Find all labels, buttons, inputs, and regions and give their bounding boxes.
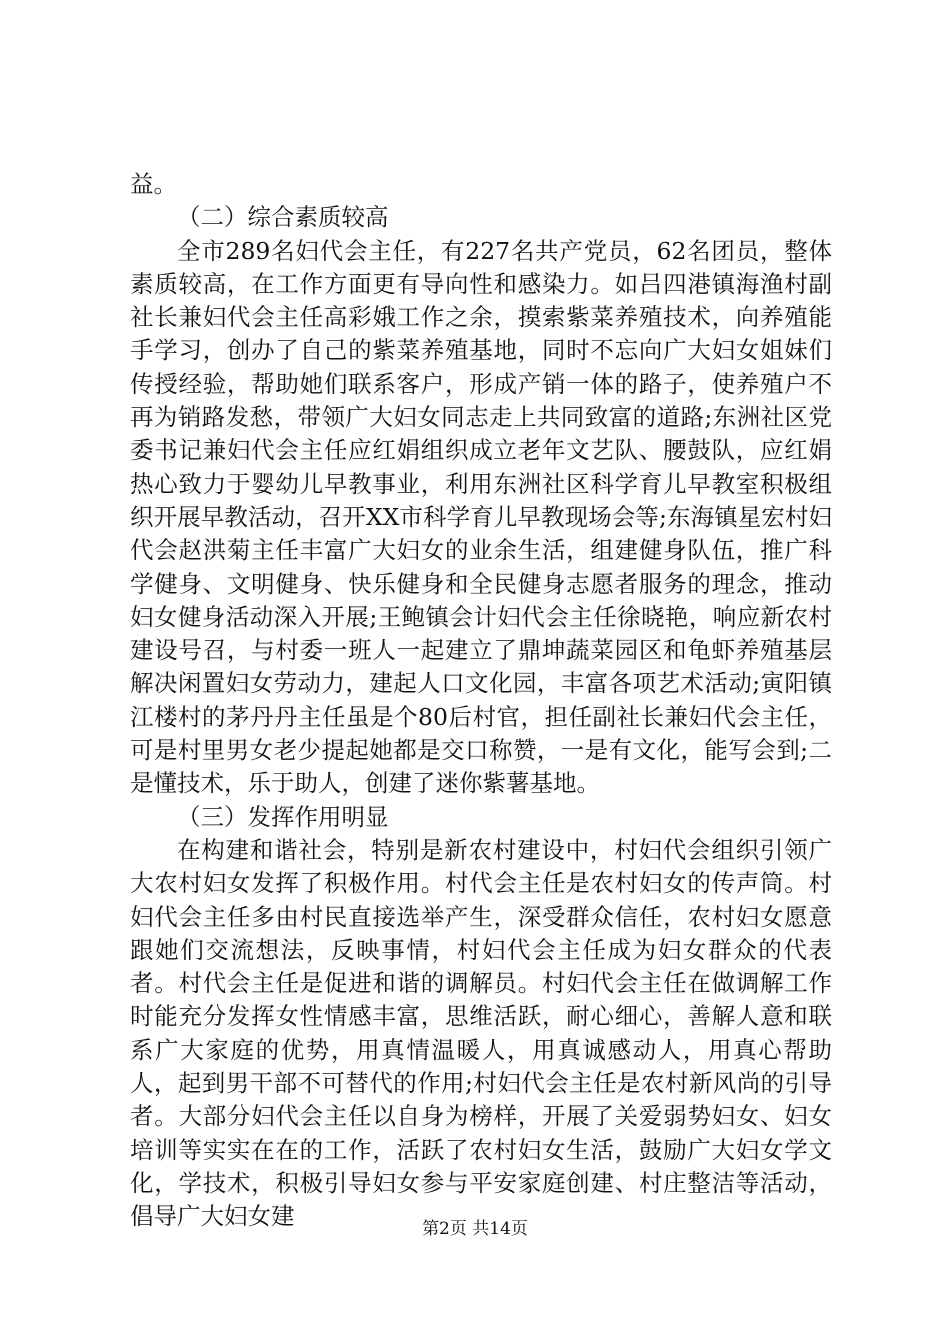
paragraph-continuation: 益。 [130, 170, 177, 198]
page-number-footer: 第2页 共14页 [422, 1219, 528, 1239]
paragraph-quality: 全市289名妇代会主任，有227名共产党员，62名团员，整体素质较高，在工作方面更有导向性和感染力。如吕四港镇海渔村副社长兼妇代会主任高彩娥工作之余，摸索紫菜养殖技术，向养殖能手学习，创办了自己的紫菜养殖基地，同时不忘向广大妇女姐妹们传授经验，帮助她们联系客户，形成产销一体的路子，使养殖户不再为销路发愁，带领广大妇女同志走上共同致富的道路;东洲社区党委书记兼妇代会主任应红娟组织成立老年文艺队、腰鼓队，应红娟热心致力于婴幼儿早教事业，利用东洲社区科学育儿早教室积极组织开展早教活动，召开XX市科学育儿早教现场会等;东海镇星宏村妇代会赵洪菊主任丰富广大妇女的业余生活，组建健身队伍，推广科学健身、文明健身、快乐健身和全民健身志愿者服务的理念，推动妇女健身活动深入开展;王鲍镇会计妇代会主任徐晓艳，响应新农村建设号召，与村委一班人一起建立了鼎坤蔬菜园区和龟虾养殖基层解决闲置妇女劳动力，建起人口文化园，丰富各项艺术活动;寅阳镇江楼村的茅丹丹主任虽是个80后村官，担任副社长兼妇代会主任，可是村里男女老少提起她都是交口称赞，一是有文化，能写会到;二是懂技术，乐于助人，创建了迷你紫薯基地。 [130, 236, 832, 798]
document-body [130, 168, 832, 1234]
section-heading-3: （三）发挥作用明显 [177, 802, 389, 831]
section-heading-2: （二）综合素质较高 [177, 203, 389, 232]
paragraph-role: 在构建和谐社会，特别是新农村建设中，村妇代会组织引领广大农村妇女发挥了积极作用。村代会主任是农村妇女的传声筒。村妇代会主任多由村民直接选举产生，深受群众信任，农村妇女愿意跟她们交流想法，反映事情，村妇代会主任成为妇女群众的代表者。村代会主任是促进和谐的调解员。村妇代会主任在做调解工作时能充分发挥女性情感丰富，思维活跃，耐心细心，善解人意和联系广大家庭的优势，用真情温暖人，用真诚感动人，用真心帮助人，起到男干部不可替代的作用;村妇代会主任是农村新风尚的引导者。大部分妇代会主任以自身为榜样，开展了关爱弱势妇女、妇女培训等实实在在的工作，活跃了农村妇女生活，鼓励广大妇女学文化，学技术，积极引导妇女参与平安家庭创建、村庄整洁等活动，倡导广大妇女建 [130, 835, 832, 1231]
